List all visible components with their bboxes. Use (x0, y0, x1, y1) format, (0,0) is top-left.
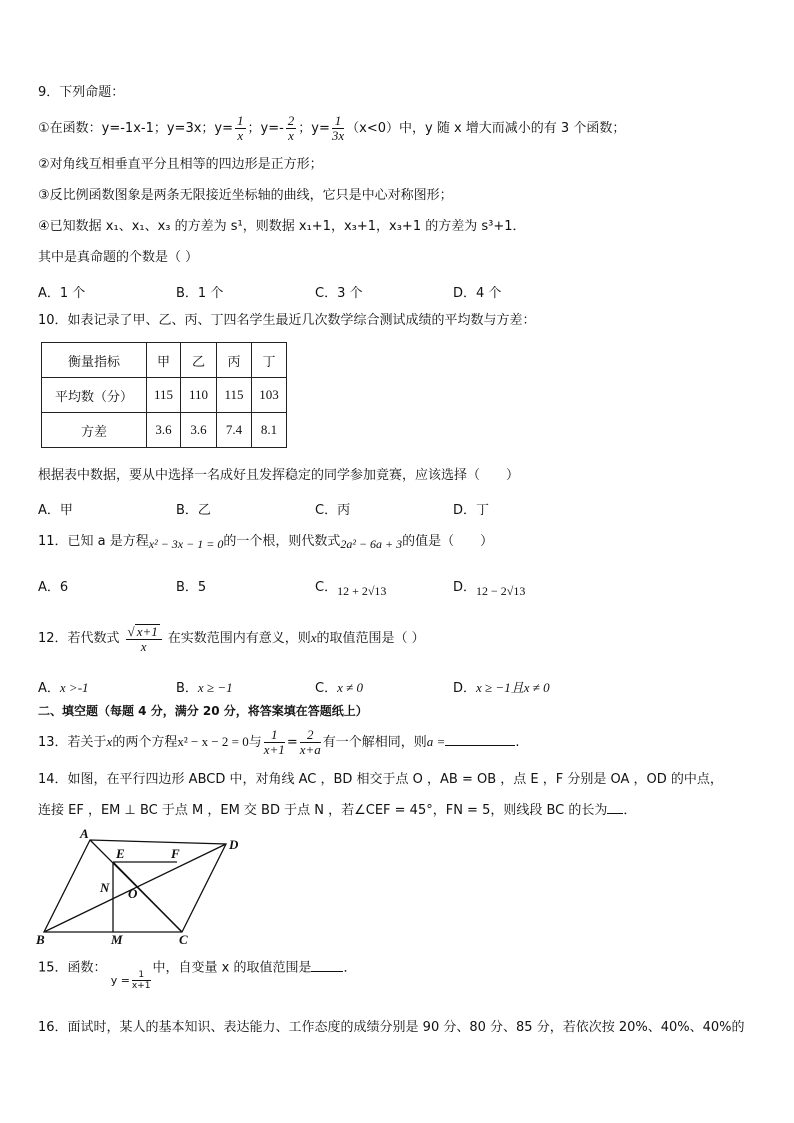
q9-option-c: C．3 个 (315, 286, 363, 301)
q11-option-c-label: C． (315, 580, 338, 595)
table-cell: 110 (181, 378, 217, 413)
q16-line: 16．面试时，某人的基本知识、表达能力、工作态度的成绩分别是 90 分、80 分、85 分，若依次按 20%、40%、40%的 (38, 1020, 745, 1035)
q11-option-b: B．5 (176, 580, 207, 595)
label-b: B (36, 932, 45, 946)
q14-line-1: 14．如图，在平行四边形 ABCD 中，对角线 AC ，BD 相交于点 O ，AB = OB ，点 E ，F 分别是 OA ，OD 的中点， (38, 772, 723, 787)
q13-fraction-2: $\frac{2}{x+a}$ (299, 727, 321, 757)
q11-equation: x² − 3x − 1 = 0 (148, 537, 224, 551)
table-header-cell: 甲 (147, 343, 181, 378)
q12-pre: 12．若代数式 (38, 631, 120, 646)
q9-s1-part-b: ；y=- (247, 121, 284, 136)
q11-stem (38, 532, 493, 551)
stats-table (41, 342, 287, 448)
table-cell: 115 (217, 378, 252, 413)
label-f: F (171, 846, 180, 861)
label-o: O (128, 886, 138, 901)
label-m: M (111, 932, 123, 946)
q11-option-c (315, 576, 387, 598)
table-header-cell: 丙 (217, 343, 252, 378)
q9-statement-3: ③反比例函数图象是两条无限接近坐标轴的曲线，它只是中心对称图形； (38, 188, 453, 203)
q12-option-d: D．x ≥ −1且x ≠ 0 (453, 680, 550, 696)
q13-fraction-1: $\frac{1}{x+1}$ (263, 727, 285, 757)
q11-option-d (453, 576, 526, 598)
label-e: E (116, 846, 125, 861)
q9-title: 9．下列命题： (38, 85, 125, 100)
q14-answer-blank[interactable] (607, 801, 623, 814)
q11-option-c-math: 12 + 2√13 (337, 584, 387, 598)
q12-post2: 的取值范围是（ ） (316, 631, 425, 646)
label-a: A (80, 826, 89, 841)
q12-sqrt-fraction: $\frac{√ x+1}{x}$ (126, 624, 162, 654)
q10-option-b: B．乙 (176, 503, 211, 518)
q9-fraction-1: $\frac{1}{x}$ (237, 113, 244, 143)
q9-option-d: D．4 个 (453, 286, 502, 301)
segment-ec (113, 862, 182, 932)
q12-option-c: C．x ≠ 0 (315, 680, 363, 696)
table-cell: 方差 (42, 413, 147, 448)
q10-option-a: A．甲 (38, 503, 73, 518)
table-cell: 103 (252, 378, 287, 413)
q15-function: y = 1 x+1 (110, 970, 151, 991)
q9-statement-4: ④已知数据 x₁、x₁、x₃ 的方差为 s¹，则数据 x₁+1，x₃+1，x₃+1 的方差为 s³+1． (38, 219, 526, 234)
label-n: N (100, 880, 110, 895)
table-cell: 3.6 (181, 413, 217, 448)
section-2-heading: 二、填空题（每题 4 分，满分 20 分，将答案填在答题纸上） (38, 704, 368, 718)
q11-option-d-math: 12 − 2√13 (476, 584, 526, 598)
q12-stem (38, 620, 425, 660)
parallelogram-figure (34, 826, 244, 946)
q13-answer-blank[interactable] (445, 733, 515, 746)
q9-fraction-3: $\frac{1}{3x}$ (331, 113, 345, 143)
table-header-cell: 丁 (252, 343, 287, 378)
q9-statement-2: ②对角线互相垂直平分且相等的四边形是正方形； (38, 157, 323, 172)
label-c: C (179, 932, 188, 946)
q11-option-a: A．6 (38, 580, 69, 595)
q11-option-d-label: D． (453, 580, 477, 595)
q12-option-a: A．x >-1 (38, 680, 89, 696)
q11-post: 的值是（ ） (402, 534, 494, 549)
table-header-cell: 衡量指标 (42, 343, 147, 378)
table-cell: 7.4 (217, 413, 252, 448)
q9-option-b: B．1 个 (176, 286, 224, 301)
q9-ask: 其中是真命题的个数是（ ） (38, 250, 199, 265)
q11-pre: 11．已知 a 是方程 (38, 534, 149, 549)
q15-stem: 15．函数： $_{y = \frac{1}{x+1}}$ 中，自变量 x 的取值范围是 ． (38, 960, 357, 991)
q13-stem: 13．若关于x的两个方程x² − x − 2 = 0与 $\frac{1}{x+1}$ = $\frac{2}{x+a}$ 有一个解相同，则a = . (38, 727, 520, 757)
table-row (42, 413, 287, 448)
q9-statement-1 (38, 112, 625, 146)
q11-expression: 2a² − 6a + 3 (340, 537, 403, 551)
label-d: D (229, 837, 239, 852)
q13-equation-1: x² − x − 2 = 0 (177, 734, 249, 749)
q10-option-d: D．丁 (453, 503, 490, 518)
q10-option-c: C．丙 (315, 503, 351, 518)
q11-mid: 的一个根，则代数式 (223, 534, 341, 549)
q12-option-b: B．x ≥ −1 (176, 680, 233, 696)
q9-s1-part-c: ；y= (298, 121, 330, 136)
q9-option-a: A．1 个 (38, 286, 86, 301)
q9-fraction-2: $\frac{2}{x}$ (287, 113, 295, 143)
q15-answer-blank[interactable] (311, 959, 343, 972)
q14-line-2: 连接 EF ，EM ⊥ BC 于点 M ，EM 交 BD 于点 N ，若∠CEF = 45°，FN = 5，则线段 BC 的长为 ． (38, 803, 637, 818)
table-header-row (42, 343, 287, 378)
q12-var: x (310, 630, 317, 645)
table-cell: 平均数（分） (42, 378, 147, 413)
table-header-cell: 乙 (181, 343, 217, 378)
q10-title: 10．如表记录了甲、乙、丙、丁四名学生最近几次数学综合测试成绩的平均数与方差： (38, 313, 536, 328)
table-cell: 3.6 (147, 413, 181, 448)
table-cell: 115 (147, 378, 181, 413)
q9-s1-part-a: ①在函数：y=-1x-1；y=3x；y= (38, 121, 233, 136)
q12-post: 在实数范围内有意义，则 (167, 631, 311, 646)
q9-s1-part-d: （x<0）中，y 随 x 增大而减小的有 3 个函数； (346, 121, 626, 136)
table-row (42, 378, 287, 413)
q10-ask: 根据表中数据，要从中选择一名成好且发挥稳定的同学参加竟赛，应该选择（ ） (38, 468, 520, 483)
table-cell: 8.1 (252, 413, 287, 448)
